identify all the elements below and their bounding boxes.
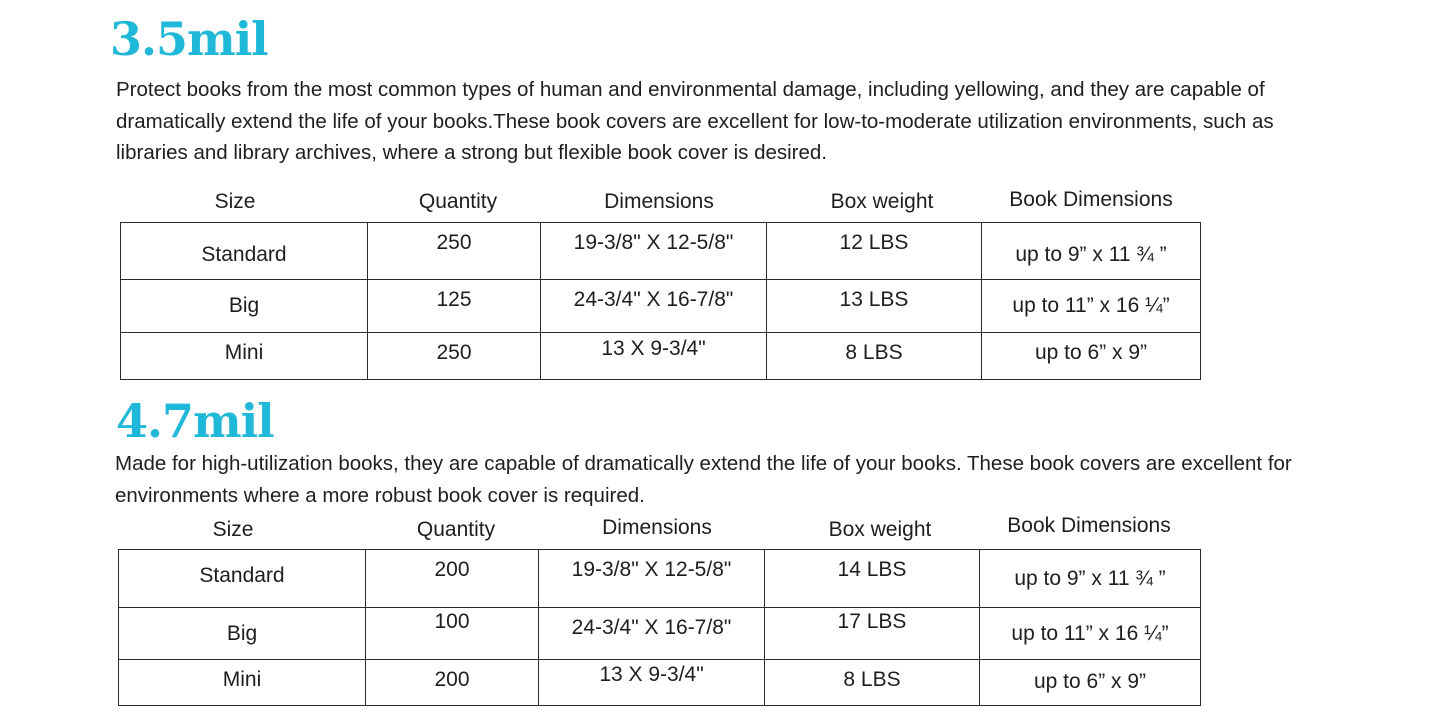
spec-table-3-5mil xyxy=(120,222,1201,380)
table-row xyxy=(119,608,1201,660)
column-header-book-dimensions: Book Dimensions xyxy=(1009,188,1173,211)
cell-quantity: 100 xyxy=(366,608,539,660)
column-header-dimensions: Dimensions xyxy=(602,516,712,539)
cell-dimensions: 24-3/4" X 16-7/8" xyxy=(539,608,765,660)
cell-quantity: 200 xyxy=(366,550,539,608)
section-description-3-5mil xyxy=(116,74,1274,169)
cell-box-weight: 12 LBS xyxy=(767,223,982,280)
section-description-4-7mil xyxy=(115,448,1292,511)
cell-size: Mini xyxy=(121,333,368,380)
cell-box-weight: 13 LBS xyxy=(767,280,982,333)
spec-table-4-7mil xyxy=(118,549,1201,706)
cell-quantity: 125 xyxy=(368,280,541,333)
column-header-dimensions: Dimensions xyxy=(604,190,714,213)
cell-size: Big xyxy=(119,608,366,660)
cell-dimensions: 19-3/8" X 12-5/8" xyxy=(539,550,765,608)
section-title-3-5mil: 3.5mil xyxy=(110,12,268,66)
cell-quantity: 250 xyxy=(368,223,541,280)
cell-dimensions: 13 X 9-3/4" xyxy=(541,333,767,380)
cell-book-dimensions: up to 11” x 16 ¼” xyxy=(980,608,1201,660)
cell-size: Big xyxy=(121,280,368,333)
cell-quantity: 250 xyxy=(368,333,541,380)
description-line: Made for high-utilization books, they are capable of dramatically extend the life of your books. These book covers are excellent for xyxy=(115,452,1292,475)
description-line: dramatically extend the life of your books.These book covers are excellent for low-to-moderate utilization environments, such as xyxy=(116,109,1274,133)
cell-box-weight: 14 LBS xyxy=(765,550,980,608)
cell-size: Standard xyxy=(121,223,368,280)
table-row xyxy=(121,223,1201,280)
description-line: libraries and library archives, where a strong but flexible book cover is desired. xyxy=(116,141,828,164)
cell-box-weight: 8 LBS xyxy=(767,333,982,380)
column-header-quantity: Quantity xyxy=(416,518,496,541)
table-row xyxy=(121,333,1201,380)
cell-box-weight: 8 LBS xyxy=(765,660,980,706)
cell-dimensions: 19-3/8" X 12-5/8" xyxy=(541,223,767,280)
column-header-quantity: Quantity xyxy=(418,190,498,213)
column-header-size: Size xyxy=(212,518,254,541)
table-row xyxy=(119,660,1201,706)
column-header-book-dimensions: Book Dimensions xyxy=(1007,514,1171,537)
description-line: Protect books from the most common types of human and environmental damage, including yellowing, and they are capable of xyxy=(116,78,1265,101)
table-row xyxy=(119,550,1201,608)
cell-box-weight: 17 LBS xyxy=(765,608,980,660)
table-row xyxy=(121,280,1201,333)
cell-book-dimensions: up to 6” x 9” xyxy=(982,333,1201,380)
cell-size: Standard xyxy=(119,550,366,608)
cell-book-dimensions: up to 9” x 11 ¾ ” xyxy=(982,223,1201,280)
description-line: environments where a more robust book cover is required. xyxy=(115,483,645,507)
cell-dimensions: 24-3/4" X 16-7/8" xyxy=(541,280,767,333)
cell-quantity: 200 xyxy=(366,660,539,706)
cell-book-dimensions: up to 6” x 9” xyxy=(980,660,1201,706)
column-header-box-weight: Box weight xyxy=(830,190,934,213)
cell-dimensions: 13 X 9-3/4" xyxy=(539,660,765,706)
cell-size: Mini xyxy=(119,660,366,706)
cell-book-dimensions: up to 9” x 11 ¾ ” xyxy=(980,550,1201,608)
cell-book-dimensions: up to 11” x 16 ¼” xyxy=(982,280,1201,333)
section-title-4-7mil: 4.7mil xyxy=(116,394,274,448)
column-header-box-weight: Box weight xyxy=(828,518,932,541)
column-header-size: Size xyxy=(214,190,256,213)
